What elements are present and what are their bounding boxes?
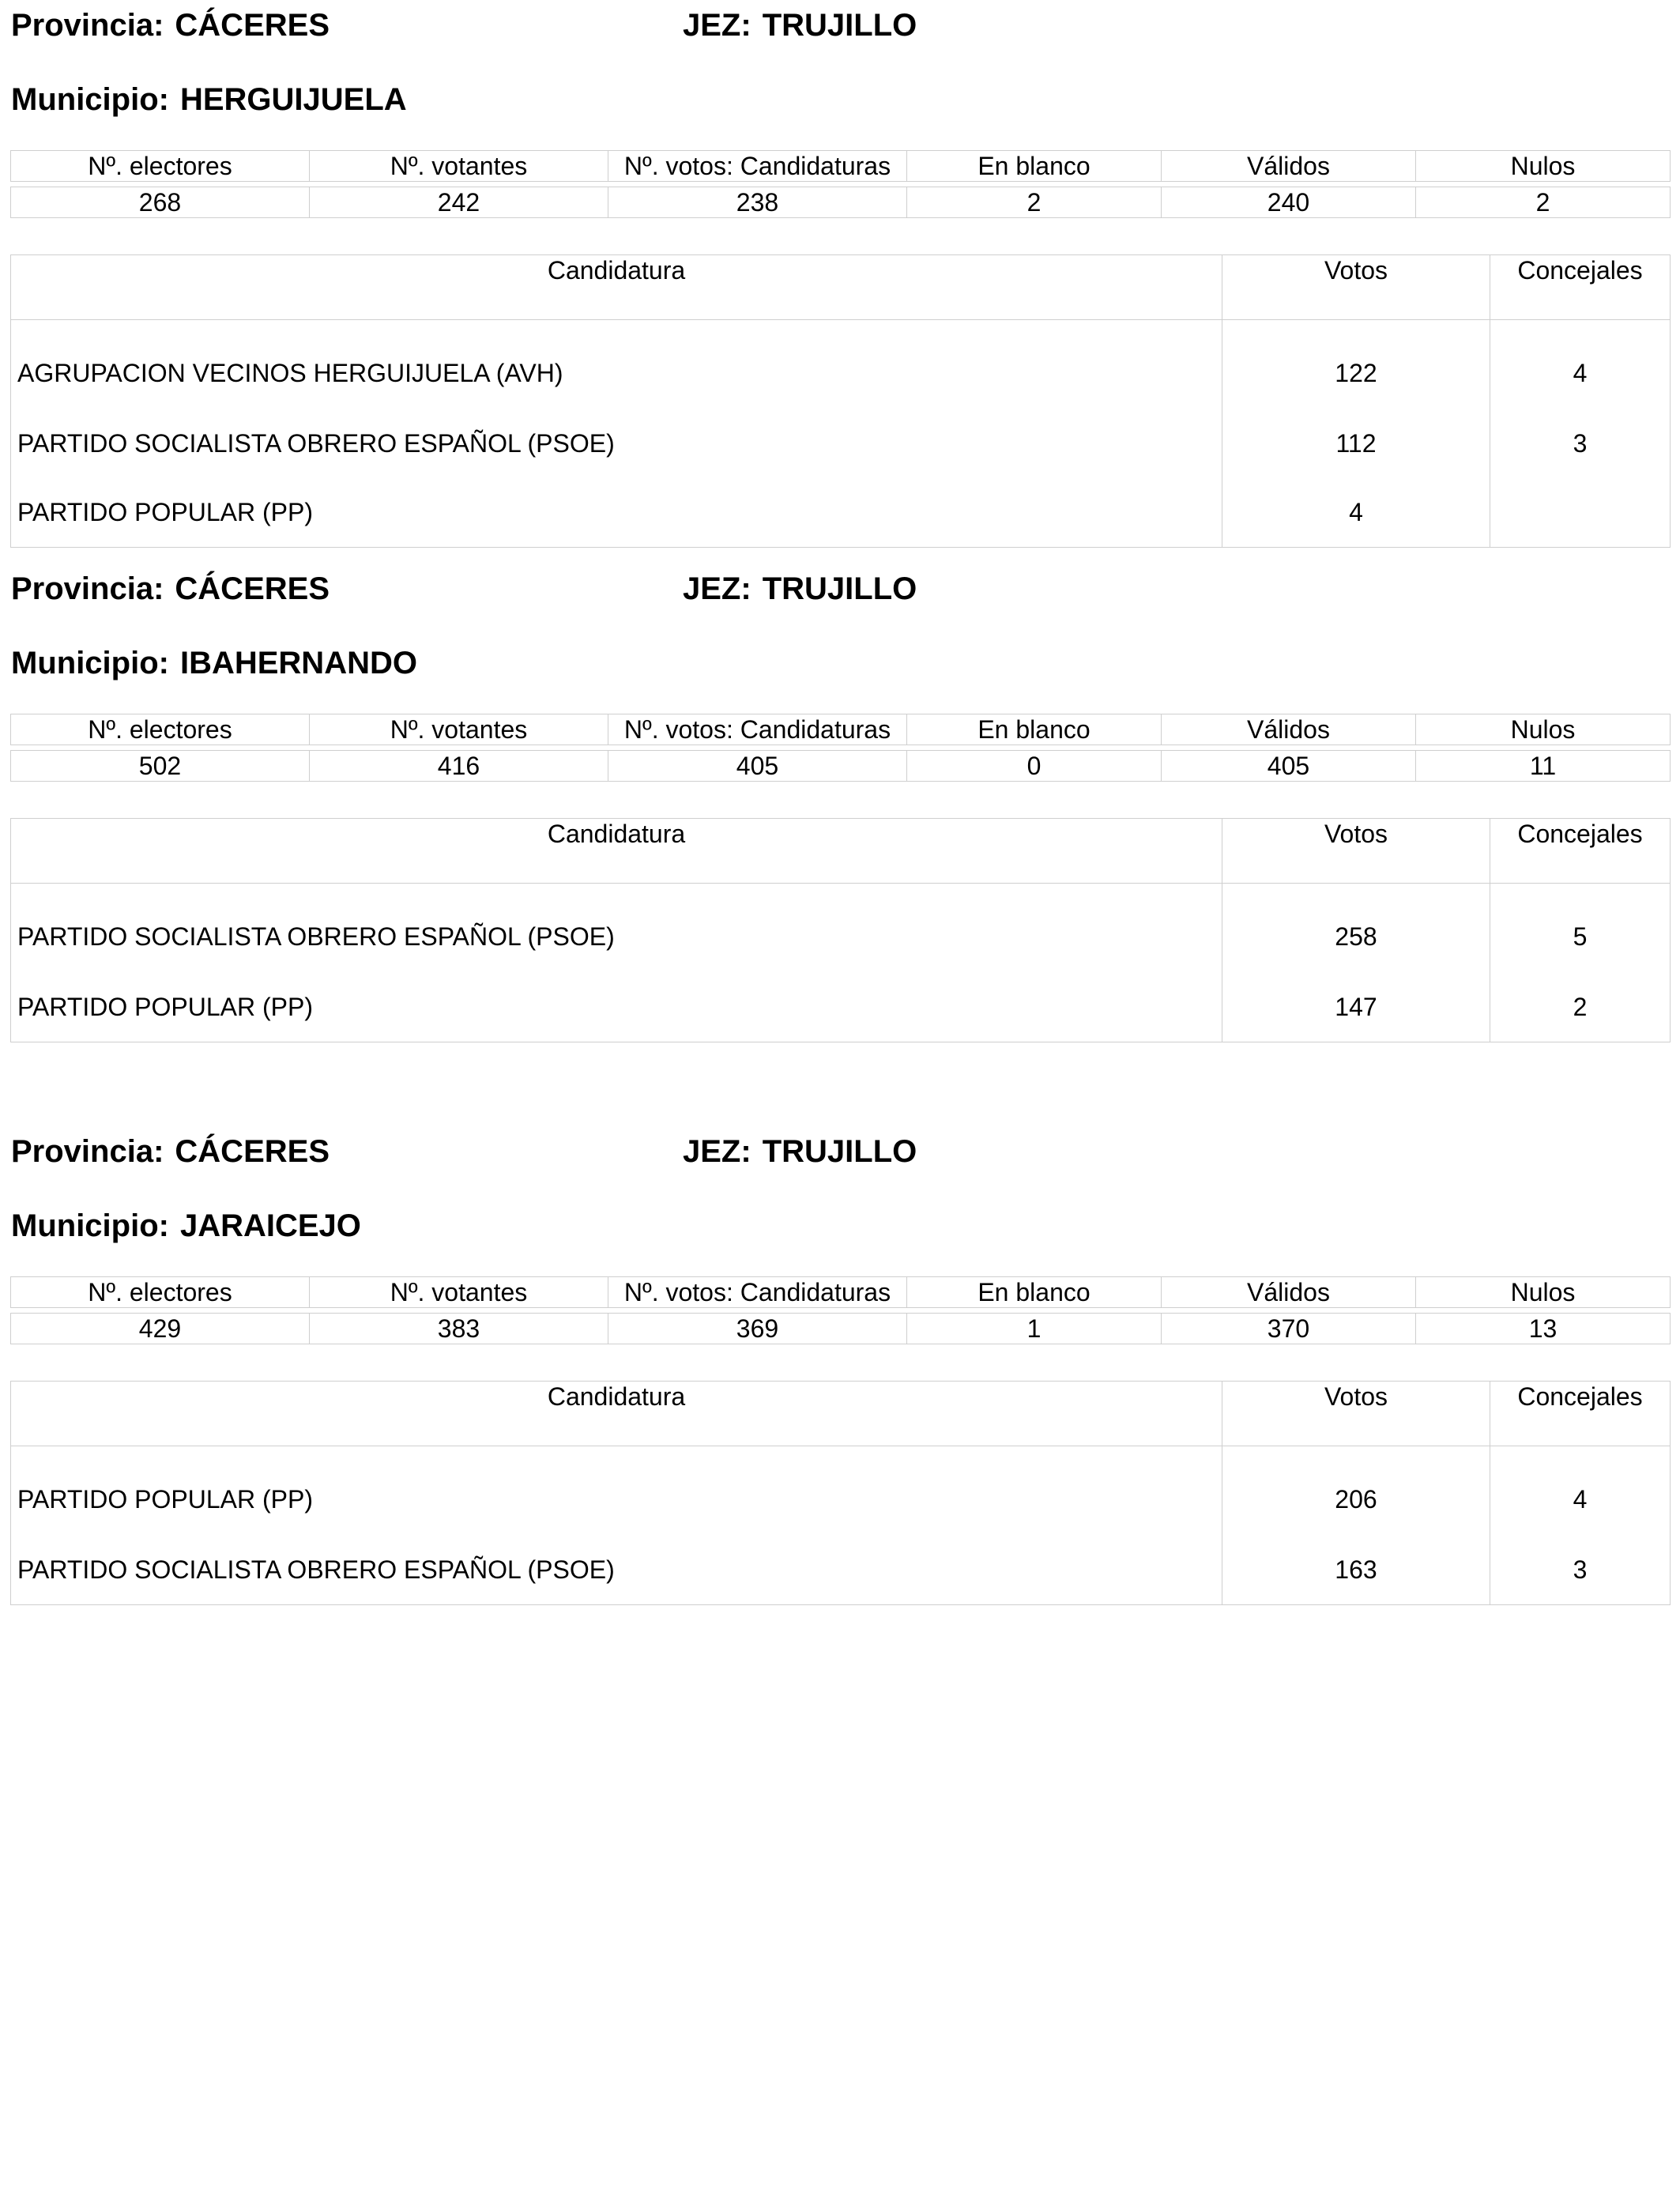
cand-header: Votos bbox=[1222, 819, 1490, 884]
stats-header: Nº. votos: Candidaturas bbox=[608, 1277, 907, 1308]
stats-header: En blanco bbox=[907, 1277, 1162, 1308]
stats-value: 2 bbox=[1416, 187, 1671, 218]
stats-header: En blanco bbox=[907, 151, 1162, 182]
candidatura-votos: 4 bbox=[1222, 478, 1490, 548]
stats-value: 405 bbox=[608, 751, 907, 782]
candidatura-concejales bbox=[1490, 478, 1671, 548]
table-row bbox=[11, 320, 1671, 410]
jez-heading: JEZ: TRUJILLO bbox=[683, 571, 917, 606]
candidatura-votos: 163 bbox=[1222, 1536, 1490, 1605]
jez-heading: JEZ: TRUJILLO bbox=[683, 8, 917, 43]
stats-value: 0 bbox=[907, 751, 1162, 782]
stats-header: Nº. electores bbox=[11, 151, 310, 182]
stats-header: Válidos bbox=[1162, 714, 1416, 745]
stats-value: 370 bbox=[1162, 1314, 1416, 1344]
candidatura-name: PARTIDO POPULAR (PP) bbox=[11, 973, 1222, 1042]
cand-header: Candidatura bbox=[11, 255, 1222, 320]
candidatura-votos: 112 bbox=[1222, 409, 1490, 478]
stats-table bbox=[10, 714, 1671, 782]
candidatura-name: PARTIDO POPULAR (PP) bbox=[11, 1446, 1222, 1536]
stats-header: Válidos bbox=[1162, 1277, 1416, 1308]
municipio-heading: Municipio: IBAHERNANDO bbox=[11, 646, 417, 680]
candidaturas-table bbox=[10, 254, 1671, 548]
stats-header: Nº. votantes bbox=[310, 714, 608, 745]
stats-value: 11 bbox=[1416, 751, 1671, 782]
candidaturas-table bbox=[10, 818, 1671, 1042]
stats-value: 13 bbox=[1416, 1314, 1671, 1344]
stats-value: 238 bbox=[608, 187, 907, 218]
table-row bbox=[11, 884, 1671, 974]
jez-heading: JEZ: TRUJILLO bbox=[683, 1134, 917, 1169]
stats-value: 369 bbox=[608, 1314, 907, 1344]
stats-value: 502 bbox=[11, 751, 310, 782]
candidatura-name: PARTIDO SOCIALISTA OBRERO ESPAÑOL (PSOE) bbox=[11, 1536, 1222, 1605]
candidatura-concejales: 3 bbox=[1490, 409, 1671, 478]
stats-value: 416 bbox=[310, 751, 608, 782]
stats-value: 2 bbox=[907, 187, 1162, 218]
stats-header: Nulos bbox=[1416, 151, 1671, 182]
cand-header: Concejales bbox=[1490, 255, 1671, 320]
candidatura-concejales: 3 bbox=[1490, 1536, 1671, 1605]
stats-value: 242 bbox=[310, 187, 608, 218]
stats-value: 429 bbox=[11, 1314, 310, 1344]
table-row bbox=[11, 973, 1671, 1042]
candidatura-votos: 147 bbox=[1222, 973, 1490, 1042]
stats-header: Nº. electores bbox=[11, 1277, 310, 1308]
table-row bbox=[11, 1446, 1671, 1536]
municipio-heading: Municipio: HERGUIJUELA bbox=[11, 82, 407, 117]
stats-value: 268 bbox=[11, 187, 310, 218]
stats-header: Nº. votantes bbox=[310, 1277, 608, 1308]
candidatura-name: AGRUPACION VECINOS HERGUIJUELA (AVH) bbox=[11, 320, 1222, 410]
cand-header: Candidatura bbox=[11, 819, 1222, 884]
candidatura-name: PARTIDO SOCIALISTA OBRERO ESPAÑOL (PSOE) bbox=[11, 409, 1222, 478]
stats-value: 405 bbox=[1162, 751, 1416, 782]
stats-table bbox=[10, 1276, 1671, 1344]
stats-header: Nº. votos: Candidaturas bbox=[608, 151, 907, 182]
candidaturas-table bbox=[10, 1381, 1671, 1605]
stats-header: Nulos bbox=[1416, 1277, 1671, 1308]
stats-value: 1 bbox=[907, 1314, 1162, 1344]
provincia-heading: Provincia: CÁCERES bbox=[11, 571, 330, 606]
cand-header: Concejales bbox=[1490, 819, 1671, 884]
stats-header: Nº. votos: Candidaturas bbox=[608, 714, 907, 745]
candidatura-votos: 122 bbox=[1222, 320, 1490, 410]
candidatura-concejales: 2 bbox=[1490, 973, 1671, 1042]
candidatura-concejales: 5 bbox=[1490, 884, 1671, 974]
stats-header: Válidos bbox=[1162, 151, 1416, 182]
cand-header: Votos bbox=[1222, 1382, 1490, 1446]
stats-header: Nº. votantes bbox=[310, 151, 608, 182]
stats-header: Nulos bbox=[1416, 714, 1671, 745]
stats-header: En blanco bbox=[907, 714, 1162, 745]
cand-header: Votos bbox=[1222, 255, 1490, 320]
municipio-heading: Municipio: JARAICEJO bbox=[11, 1208, 361, 1243]
stats-header: Nº. electores bbox=[11, 714, 310, 745]
stats-table bbox=[10, 150, 1671, 218]
cand-header: Candidatura bbox=[11, 1382, 1222, 1446]
table-row bbox=[11, 409, 1671, 478]
candidatura-name: PARTIDO POPULAR (PP) bbox=[11, 478, 1222, 548]
candidatura-concejales: 4 bbox=[1490, 320, 1671, 410]
table-row bbox=[11, 1536, 1671, 1605]
stats-value: 383 bbox=[310, 1314, 608, 1344]
candidatura-concejales: 4 bbox=[1490, 1446, 1671, 1536]
stats-value: 240 bbox=[1162, 187, 1416, 218]
candidatura-votos: 206 bbox=[1222, 1446, 1490, 1536]
table-row bbox=[11, 478, 1671, 548]
candidatura-name: PARTIDO SOCIALISTA OBRERO ESPAÑOL (PSOE) bbox=[11, 884, 1222, 974]
cand-header: Concejales bbox=[1490, 1382, 1671, 1446]
provincia-heading: Provincia: CÁCERES bbox=[11, 8, 330, 43]
provincia-heading: Provincia: CÁCERES bbox=[11, 1134, 330, 1169]
candidatura-votos: 258 bbox=[1222, 884, 1490, 974]
